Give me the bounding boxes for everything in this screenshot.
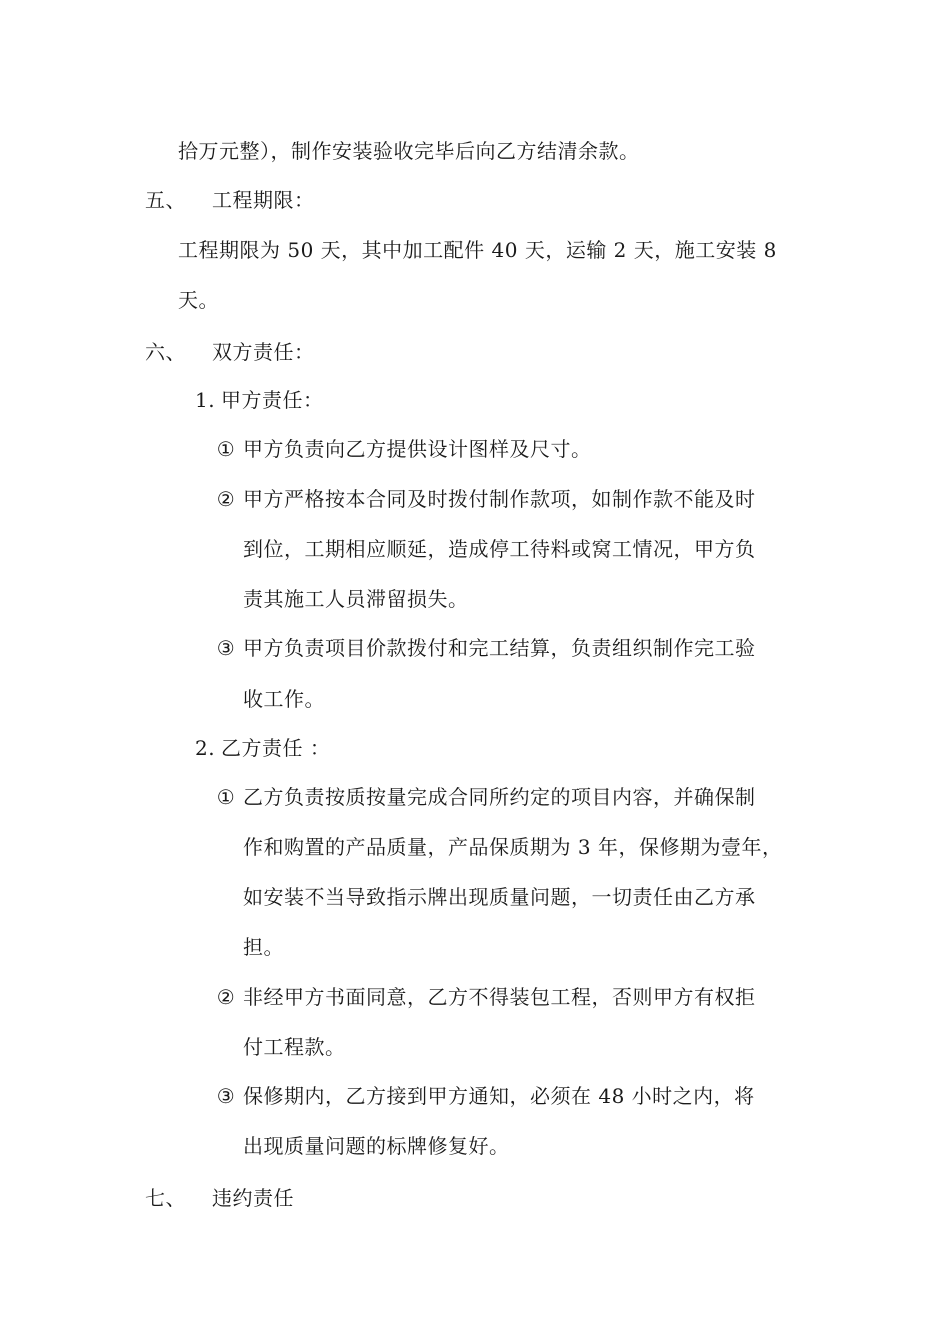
list-number: 1. xyxy=(195,388,216,412)
item-continuation: 担。 xyxy=(243,935,284,959)
paragraph-continuation: 拾万元整），制作安装验收完毕后向乙方结清余款。 xyxy=(178,139,640,163)
circled-number: ① xyxy=(216,785,236,809)
item-text: 甲方严格按本合同及时拨付制作款项，如制作款不能及时 xyxy=(243,487,756,511)
section-5-body-line: 天。 xyxy=(178,288,219,312)
party-b-item-2 xyxy=(215,983,756,1011)
party-a-item-2 xyxy=(215,485,756,513)
party-b-item-3 xyxy=(215,1082,755,1110)
section-5-heading xyxy=(145,186,315,214)
party-a-title: 甲方责任： xyxy=(221,388,324,412)
party-b-item-1 xyxy=(215,783,756,811)
item-text: 甲方负责向乙方提供设计图样及尺寸。 xyxy=(243,437,592,461)
party-a-item-1 xyxy=(215,435,592,463)
circled-number: ③ xyxy=(216,636,236,660)
item-text: 甲方负责项目价款拨付和完工结算，负责组织制作完工验 xyxy=(243,636,756,660)
circled-number: ③ xyxy=(216,1084,236,1108)
party-b-title: 乙方责任 ： xyxy=(221,736,331,760)
section-title: 违约责任 xyxy=(212,1186,294,1210)
section-title: 工程期限： xyxy=(212,188,315,212)
item-continuation: 付工程款。 xyxy=(243,1035,346,1059)
section-number: 五、 xyxy=(145,188,186,212)
party-b-heading xyxy=(195,734,330,762)
circled-number: ② xyxy=(216,487,236,511)
item-continuation: 责其施工人员滞留损失。 xyxy=(243,587,469,611)
section-7-heading xyxy=(145,1184,294,1212)
section-5-body-line: 工程期限为 50 天，其中加工配件 40 天，运输 2 天，施工安装 8 xyxy=(178,238,777,262)
party-a-item-3 xyxy=(215,634,756,662)
item-continuation: 如安装不当导致指示牌出现质量问题，一切责任由乙方承 xyxy=(243,885,756,909)
section-number: 六、 xyxy=(145,340,186,364)
item-continuation: 收工作。 xyxy=(243,687,325,711)
section-number: 七、 xyxy=(145,1186,186,1210)
section-title: 双方责任： xyxy=(212,340,315,364)
item-continuation: 作和购置的产品质量，产品保质期为 3 年，保修期为壹年， xyxy=(243,835,783,859)
section-6-heading xyxy=(145,338,315,366)
circled-number: ① xyxy=(216,437,236,461)
item-continuation: 出现质量问题的标牌修复好。 xyxy=(243,1134,510,1158)
item-text: 保修期内，乙方接到甲方通知，必须在 48 小时之内，将 xyxy=(243,1084,755,1108)
party-a-heading xyxy=(195,386,324,414)
item-continuation: 到位，工期相应顺延，造成停工待料或窝工情况，甲方负 xyxy=(243,537,756,561)
list-number: 2. xyxy=(195,736,216,760)
item-text: 乙方负责按质按量完成合同所约定的项目内容，并确保制 xyxy=(243,785,756,809)
circled-number: ② xyxy=(216,985,236,1009)
item-text: 非经甲方书面同意，乙方不得装包工程，否则甲方有权拒 xyxy=(243,985,756,1009)
